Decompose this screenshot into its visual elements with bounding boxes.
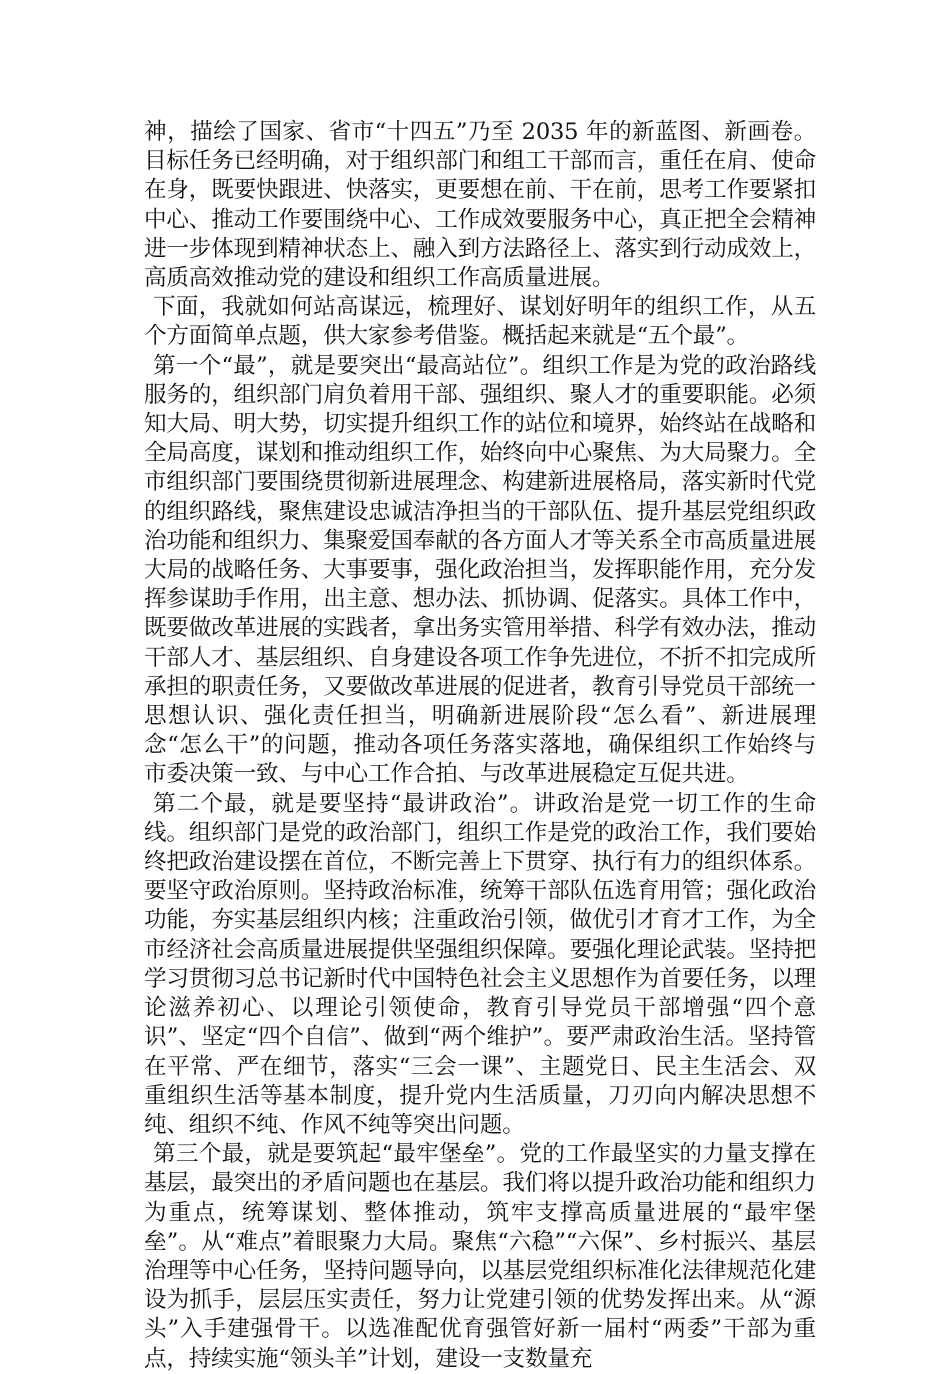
paragraph-five-points-overview: 下面，我就如何站高谋远，梳理好、谋划好明年的组织工作，从五个方面简单点题，供大家参考借鉴。概括起来就是“五个最”。 (144, 294, 816, 350)
paragraph-intro-continuation: 神，描绘了国家、省市“十四五”乃至 2035 年的新蓝图、新画卷。目标任务已经明确，对于组织部门和组工干部而言，重任在肩、使命在身，既要快跟进、快落实，更要想在前、干在前，思考工作要紧扣中心、推动工作要围绕中心、工作成效要服务中心，真正把全会精神进一步体现到精神状态上、融入到方法路径上、落实到行动成效上，高质高效推动党的建设和组织工作高质量进展。 (144, 119, 816, 292)
paragraph-first-point: 第一个“最”，就是要突出“最高站位”。组织工作是为党的政治路线服务的，组织部门肩负着用干部、强组织、聚人才的重要职能。必须知大局、明大势，切实提升组织工作的站位和境界，始终站在战略和全局高度，谋划和推动组织工作，始终向中心聚焦、为大局聚力。全市组织部门要围绕贯彻新进展理念、构建新进展格局，落实新时代党的组织路线，聚焦建设忠诚洁净担当的干部队伍、提升基层党组织政治功能和组织力、集聚爱国奉献的各方面人才等关系全市高质量进展大局的战略任务、大事要事，强化政治担当，发挥职能作用，充分发挥参谋助手作用，出主意、想办法、抓协调、促落实。具体工作中，既要做改革进展的实践者，拿出务实管用举措、科学有效办法，推动干部人才、基层组织、自身建设各项工作争先进位，不折不扣完成所承担的职责任务，又要做改革进展的促进者，教育引导党员干部统一思想认识、强化责任担当，明确新进展阶段“怎么看”、新进展理念“怎么干”的问题，推动各项任务落实落地，确保组织工作始终与市委决策一致、与中心工作合拍、与改革进展稳定互促共进。 (144, 352, 816, 788)
paragraph-second-point: 第二个最，就是要坚持“最讲政治”。讲政治是党一切工作的生命线。组织部门是党的政治部门，组织工作是党的政治工作，我们要始终把政治建设摆在首位，不断完善上下贯穿、执行有力的组织体系。要坚守政治原则。坚持政治标准，统筹干部队伍选育用管；强化政治功能，夯实基层组织内核；注重政治引领，做优引才育才工作，为全市经济社会高质量进展提供坚强组织保障。要强化理论武装。坚持把学习贯彻习总书记新时代中国特色社会主义思想作为首要任务，以理论滋养初心、以理论引领使命，教育引导党员干部增强“四个意识”、坚定“四个自信”、做到“两个维护”。要严肃政治生活。坚持管在平常、严在细节，落实“三会一课”、主题党日、民主生活会、双重组织生活等基本制度，提升党内生活质量，刀刃向内解决思想不纯、组织不纯、作风不纯等突出问题。 (144, 790, 816, 1138)
document-page (144, 118, 816, 1374)
paragraph-third-point: 第三个最，就是要筑起“最牢堡垒”。党的工作最坚实的力量支撑在基层，最突出的矛盾问题也在基层。我们将以提升政治功能和组织力为重点，统筹谋划、整体推动，筑牢支撑高质量进展的“最牢堡垒”。从“难点”着眼聚力大局。聚焦“六稳”“六保”、乡村振兴、基层治理等中心任务，坚持问题导向，以基层党组织标准化法律规范化建设为抓手，层层压实责任，努力让党建引领的优势发挥出来。从“源头”入手建强骨干。以选准配优育强管好新一届村“两委”干部为重点，持续实施“领头羊”计划，建设一支数量充 (144, 1141, 816, 1372)
